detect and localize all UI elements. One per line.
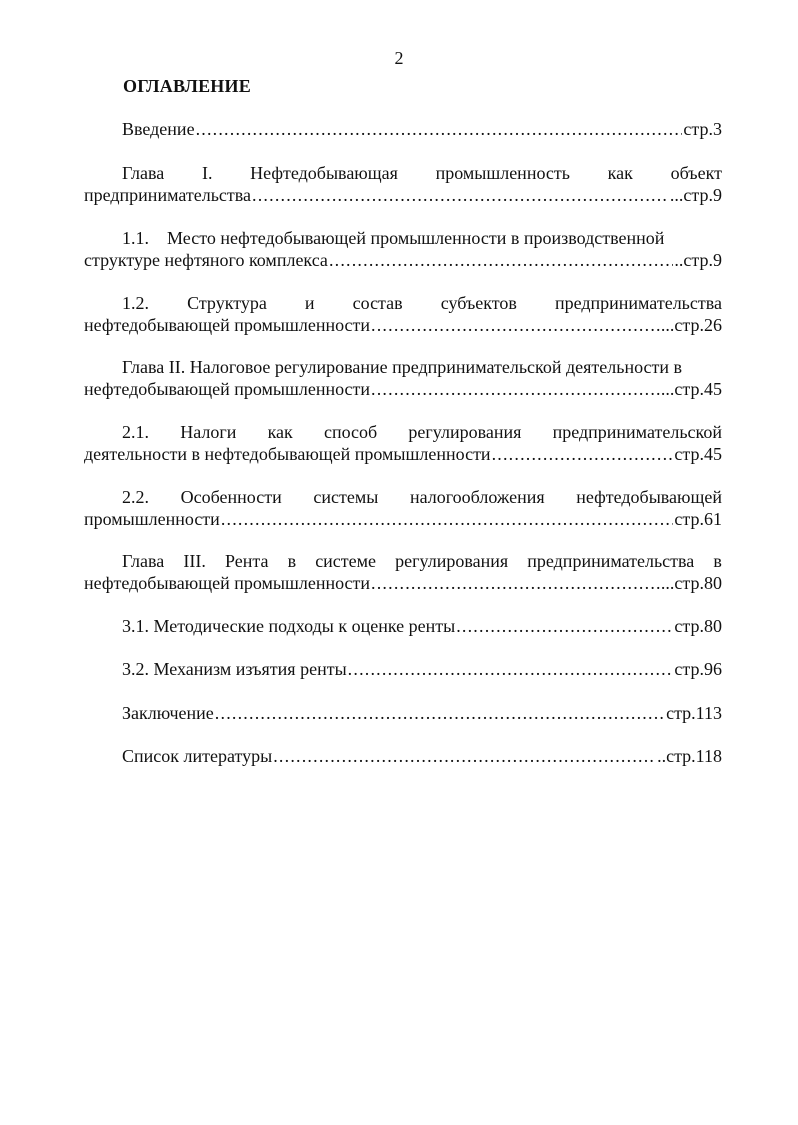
toc-line bbox=[84, 508, 722, 530]
toc-word: Рента bbox=[224, 551, 269, 571]
toc-word: и bbox=[304, 293, 315, 313]
toc-line bbox=[84, 421, 722, 443]
toc-entry-section-3-1 bbox=[84, 615, 722, 637]
toc-entry-chapter-3 bbox=[84, 550, 722, 594]
toc-page-ref: ..стр.9 bbox=[674, 250, 722, 270]
toc-entry-text: нефтедобывающей промышленности bbox=[84, 573, 371, 593]
dot-leader bbox=[215, 702, 665, 724]
toc-entry-text: предпринимательства bbox=[84, 185, 252, 205]
toc-line bbox=[84, 118, 722, 140]
toc-word: промышленность bbox=[435, 163, 570, 183]
toc-page-ref: стр.45 bbox=[674, 444, 722, 464]
toc-entry-section-2-1 bbox=[84, 421, 722, 465]
toc-word: 1.2. bbox=[122, 293, 149, 313]
toc-word: регулирования bbox=[395, 551, 509, 571]
toc-word: нефтедобывающей bbox=[576, 487, 722, 507]
dot-leader bbox=[196, 118, 683, 140]
toc-entry-text: Введение bbox=[122, 119, 195, 139]
toc-word: Структура bbox=[187, 293, 267, 313]
dot-leader bbox=[371, 314, 660, 336]
dot-leader bbox=[329, 249, 673, 271]
toc-word: Налоги bbox=[180, 422, 237, 442]
dot-leader bbox=[348, 658, 674, 680]
toc-line bbox=[84, 443, 722, 465]
dot-leader bbox=[273, 745, 656, 767]
toc-word: Глава bbox=[122, 551, 165, 571]
toc-line bbox=[84, 615, 722, 637]
toc-line bbox=[84, 356, 722, 378]
toc-word: как bbox=[267, 422, 293, 442]
toc-word: Особенности bbox=[180, 487, 282, 507]
toc-word: предпринимательства bbox=[527, 551, 695, 571]
toc-entry-text: нефтедобывающей промышленности bbox=[84, 379, 371, 399]
toc-entry-text: 1.1. Место нефтедобывающей промышленности в производственной bbox=[122, 228, 665, 248]
toc-page-ref: ...стр.80 bbox=[660, 573, 722, 593]
toc-entry-chapter-1 bbox=[84, 162, 722, 206]
toc-word: субъектов bbox=[440, 293, 517, 313]
toc-word: в bbox=[713, 551, 722, 571]
toc-line bbox=[84, 184, 722, 206]
toc-word: в bbox=[287, 551, 297, 571]
toc-line bbox=[84, 292, 722, 314]
toc-entry-text: промышленности bbox=[84, 509, 220, 529]
toc-line bbox=[84, 249, 722, 271]
toc-entry-conclusion bbox=[84, 702, 722, 724]
toc-word: как bbox=[607, 163, 633, 183]
toc-title: ОГЛАВЛЕНИЕ bbox=[123, 76, 251, 96]
toc-page-ref: стр.96 bbox=[674, 659, 722, 679]
toc-entry-chapter-2 bbox=[84, 356, 722, 400]
toc-entry-section-3-2 bbox=[84, 658, 722, 680]
toc-page-ref: стр.113 bbox=[666, 703, 722, 723]
toc-word: Глава bbox=[122, 163, 165, 183]
dot-leader bbox=[252, 184, 669, 206]
toc-word: регулирования bbox=[408, 422, 522, 442]
dot-leader bbox=[371, 572, 660, 594]
toc-entry-text: 3.2. Механизм изъятия ренты bbox=[122, 659, 347, 679]
toc-word: состав bbox=[352, 293, 403, 313]
toc-entry-section-1-2 bbox=[84, 292, 722, 336]
dot-leader bbox=[371, 378, 660, 400]
page-number: 2 bbox=[394, 48, 404, 68]
toc-line bbox=[84, 378, 722, 400]
toc-entry-text: 3.1. Методические подходы к оценке ренты bbox=[122, 616, 456, 636]
dot-leader bbox=[456, 615, 673, 637]
toc-line bbox=[84, 658, 722, 680]
toc-word: предпринимательской bbox=[552, 422, 722, 442]
toc-word: системы bbox=[313, 487, 379, 507]
toc-entry-section-1-1 bbox=[84, 227, 722, 271]
toc-word: объект bbox=[670, 163, 722, 183]
dot-leader bbox=[492, 443, 674, 465]
toc-word: 2.2. bbox=[122, 487, 149, 507]
toc-word: предпринимательства bbox=[554, 293, 722, 313]
toc-word: 2.1. bbox=[122, 422, 149, 442]
toc-entry-text: Заключение bbox=[122, 703, 214, 723]
toc-line bbox=[84, 572, 722, 594]
toc-entry-intro bbox=[84, 118, 722, 140]
toc-line bbox=[84, 486, 722, 508]
toc-line bbox=[84, 550, 722, 572]
toc-word: I. bbox=[201, 163, 213, 183]
toc-line bbox=[84, 162, 722, 184]
toc-word: Нефтедобывающая bbox=[250, 163, 398, 183]
toc-word: III. bbox=[183, 551, 206, 571]
dot-leader bbox=[221, 508, 674, 530]
toc-page-ref: ...стр.9 bbox=[669, 185, 722, 205]
toc-entry-references bbox=[84, 745, 722, 767]
toc-word: способ bbox=[323, 422, 378, 442]
toc-page-ref: ...стр.26 bbox=[660, 315, 722, 335]
toc-line bbox=[84, 227, 722, 249]
toc-page-ref: стр.80 bbox=[674, 616, 722, 636]
toc-entry-text: Глава II. Налоговое регулирование предпринимательской деятельности в bbox=[122, 357, 683, 377]
toc-entry-text: нефтедобывающей промышленности bbox=[84, 315, 371, 335]
toc-entry-text: Список литературы bbox=[122, 746, 273, 766]
toc-page-ref: стр.61 bbox=[674, 509, 722, 529]
toc-entry-text: деятельности в нефтедобывающей промышленности bbox=[84, 444, 491, 464]
toc-entry-text: структуре нефтяного комплекса bbox=[84, 250, 328, 270]
toc-page-ref: стр.3 bbox=[683, 119, 722, 139]
toc-page-ref: ...стр.45 bbox=[660, 379, 722, 399]
toc-line bbox=[84, 314, 722, 336]
toc-page-ref: ..стр.118 bbox=[657, 746, 722, 766]
toc-line bbox=[84, 702, 722, 724]
toc-line bbox=[84, 745, 722, 767]
toc-word: налогообложения bbox=[409, 487, 545, 507]
toc-entry-section-2-2 bbox=[84, 486, 722, 530]
toc-word: системе bbox=[315, 551, 377, 571]
